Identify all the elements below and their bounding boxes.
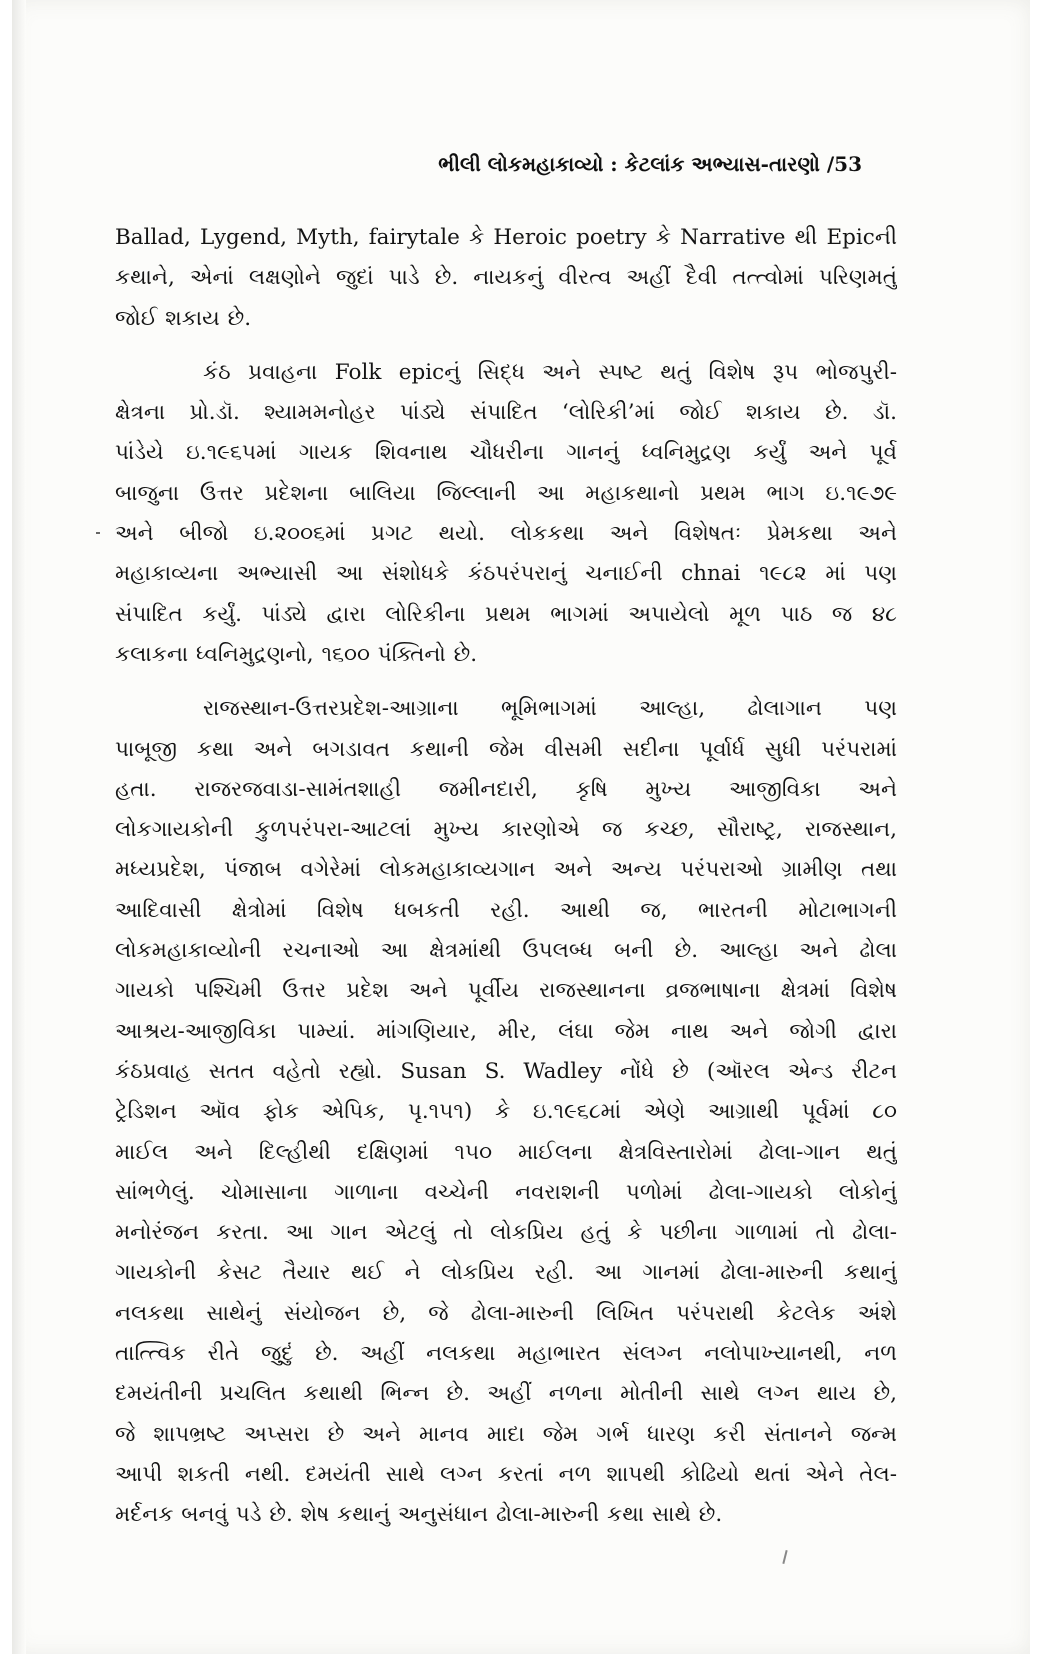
text-line: હતા. રાજરજવાડા-સામંતશાહી જમીનદારી, કૃષિ મુખ્ય આજીવિકા અને [115,776,897,802]
text-line: માઈલ અને દિલ્હીથી દક્ષિણમાં ૧૫૦ માઈલના ક્ષેત્રવિસ્તારોમાં ઢોલા-ગાન થતું [115,1139,897,1165]
text-line: લોકગાયકોની કુળપરંપરા-આટલાં મુખ્ય કારણોએ જ કચ્છ, સૌરાષ્ટ્ર, રાજસ્થાન, [115,817,897,843]
text-line: રાજસ્થાન-ઉત્તરપ્રદેશ-આગ્રાના ભૂમિભાગમાં આલ્હા, ઢોલાગાન પણ [203,696,897,722]
running-header: ભીલી લોકમહાકાવ્યો : કેટલાંક અભ્યાસ-તારણો /53 [438,152,862,176]
paragraph-1 [115,218,897,339]
margin-mark [96,532,100,534]
text-line: પાંડેયે ઇ.૧૯૬૫માં ગાયક શિવનાથ ચૌધરીના ગાનનું ધ્વનિમુદ્રણ કર્યું અને પૂર્વ [115,440,897,466]
text-line: મહાકાવ્યના અભ્યાસી આ સંશોધકે કંઠપરંપરાનું ચનાઈની chnai ૧૯૮૨ માં પણ [115,561,897,587]
text-line: સાંભળેલું. ચોમાસાના ગાળાના વચ્ચેની નવરાશની પળોમાં ઢોલા-ગાયકો લોકોનું [115,1179,897,1205]
text-line: કલાકના ધ્વનિમુદ્રણનો, ૧૬૦૦ પંક્તિનો છે. [115,641,478,667]
text-line: ગાયકોની કેસટ તૈયાર થઈ ને લોકપ્રિય રહી. આ ગાનમાં ઢોલા-મારુની કથાનું [115,1260,897,1286]
paragraph-2 [115,353,897,675]
text-line: નલકથા સાથેનું સંયોજન છે, જે ઢોલા-મારુની લિખિત પરંપરાથી કેટલેક અંશે [115,1300,897,1326]
pencil-tick-mark [782,1550,787,1564]
page-gutter-shadow [12,0,26,1654]
text-line: આપી શકતી નથી. દમયંતી સાથે લગ્ન કરતાં નળ શાપથી કોઢિયો થતાં એને તેલ- [115,1461,897,1487]
text-line: Ballad, Lygend, Myth, fairytale કે Heroic poetry કે Narrative થી Epicની [115,225,897,250]
text-line: મર્દનક બનવું પડે છે. શેષ કથાનું અનુસંધાન ઢોલા-મારુની કથા સાથે છે. [115,1502,723,1528]
text-line: પાબૂજી કથા અને બગડાવત કથાની જેમ વીસમી સદીના પૂર્વાર્ધ સુધી પરંપરામાં [115,736,897,762]
text-line: કથાને, એનાં લક્ષણોને જુદાં પાડે છે. નાયકનું વીરત્વ અહીં દૈવી તત્ત્વોમાં પરિણમતું [115,265,897,291]
text-line: કંઠપ્રવાહ સતત વહેતો રહ્યો. Susan S. Wadley નોંધે છે (ઑરલ એન્ડ રીટન [115,1058,897,1084]
page-body [115,218,897,1550]
text-line: સંપાદિત કર્યું. પાંડ્યે દ્વારા લોરિકીના પ્રથમ ભાગમાં અપાયેલો મૂળ પાઠ જ ૪૮ [115,601,897,627]
text-line: જોઈ શકાય છે. [115,305,252,331]
paragraph-3 [115,689,897,1535]
text-line: દમયંતીની પ્રચલિત કથાથી ભિન્ન છે. અહીં નળના મોતીની સાથે લગ્ન થાય છે, [115,1381,897,1407]
text-line: આશ્રય-આજીવિકા પામ્યાં. માંગણિયાર, મીર, લંઘા જેમ નાથ અને જોગી દ્વારા [115,1018,897,1044]
text-line: મધ્યપ્રદેશ, પંજાબ વગેરેમાં લોકમહાકાવ્યગાન અને અન્ય પરંપરાઓ ગ્રામીણ તથા [115,857,897,883]
text-line: ગાયકો પશ્ચિમી ઉત્તર પ્રદેશ અને પૂર્વીય રાજસ્થાનના વ્રજભાષાના ક્ષેત્રમાં વિશેષ [115,978,897,1004]
text-line: તાત્ત્વિક રીતે જુદું છે. અહીં નલકથા મહાભારત સંલગ્ન નલોપાખ્યાનથી, નળ [115,1341,897,1367]
text-line: મનોરંજન કરતા. આ ગાન એટલું તો લોકપ્રિય હતું કે પછીના ગાળામાં તો ઢોલા- [115,1220,897,1246]
text-line: અને બીજો ઇ.૨૦૦૬માં પ્રગટ થયો. લોકકથા અને વિશેષતઃ પ્રેમકથા અને [115,521,897,547]
text-line: જે શાપભ્રષ્ટ અપ્સરા છે અને માનવ માદા જેમ ગર્ભ ધારણ કરી સંતાનને જન્મ [115,1421,897,1447]
text-line: ક્ષેત્રના પ્રો.ડૉ. શ્યામમનોહર પાંડ્યે સંપાદિત ‘લોરિકી’માં જોઈ શકાય છે. ડૉ. [115,400,897,426]
text-line: બાજુના ઉત્તર પ્રદેશના બાલિયા જિલ્લાની આ મહાકથાનો પ્રથમ ભાગ ઇ.૧૯૭૯ [115,480,897,506]
book-page [12,0,1030,1654]
text-line: લોકમહાકાવ્યોની રચનાઓ આ ક્ષેત્રમાંથી ઉપલબ્ધ બની છે. આલ્હા અને ઢોલા [115,938,897,964]
text-line: આદિવાસી ક્ષેત્રોમાં વિશેષ ધબકતી રહી. આથી જ, ભારતની મોટાભાગની [115,897,897,923]
text-line: કંઠ પ્રવાહના Folk epicનું સિદ્ધ અને સ્પષ્ટ થતું વિશેષ રૂપ ભોજપુરી- [203,359,897,385]
text-line: ટ્રેડિશન ઑવ ફોક એપિક, પૃ.૧૫૧) કે ઇ.૧૯૬૮માં એણે આગ્રાથી પૂર્વમાં ૮૦ [115,1099,897,1125]
